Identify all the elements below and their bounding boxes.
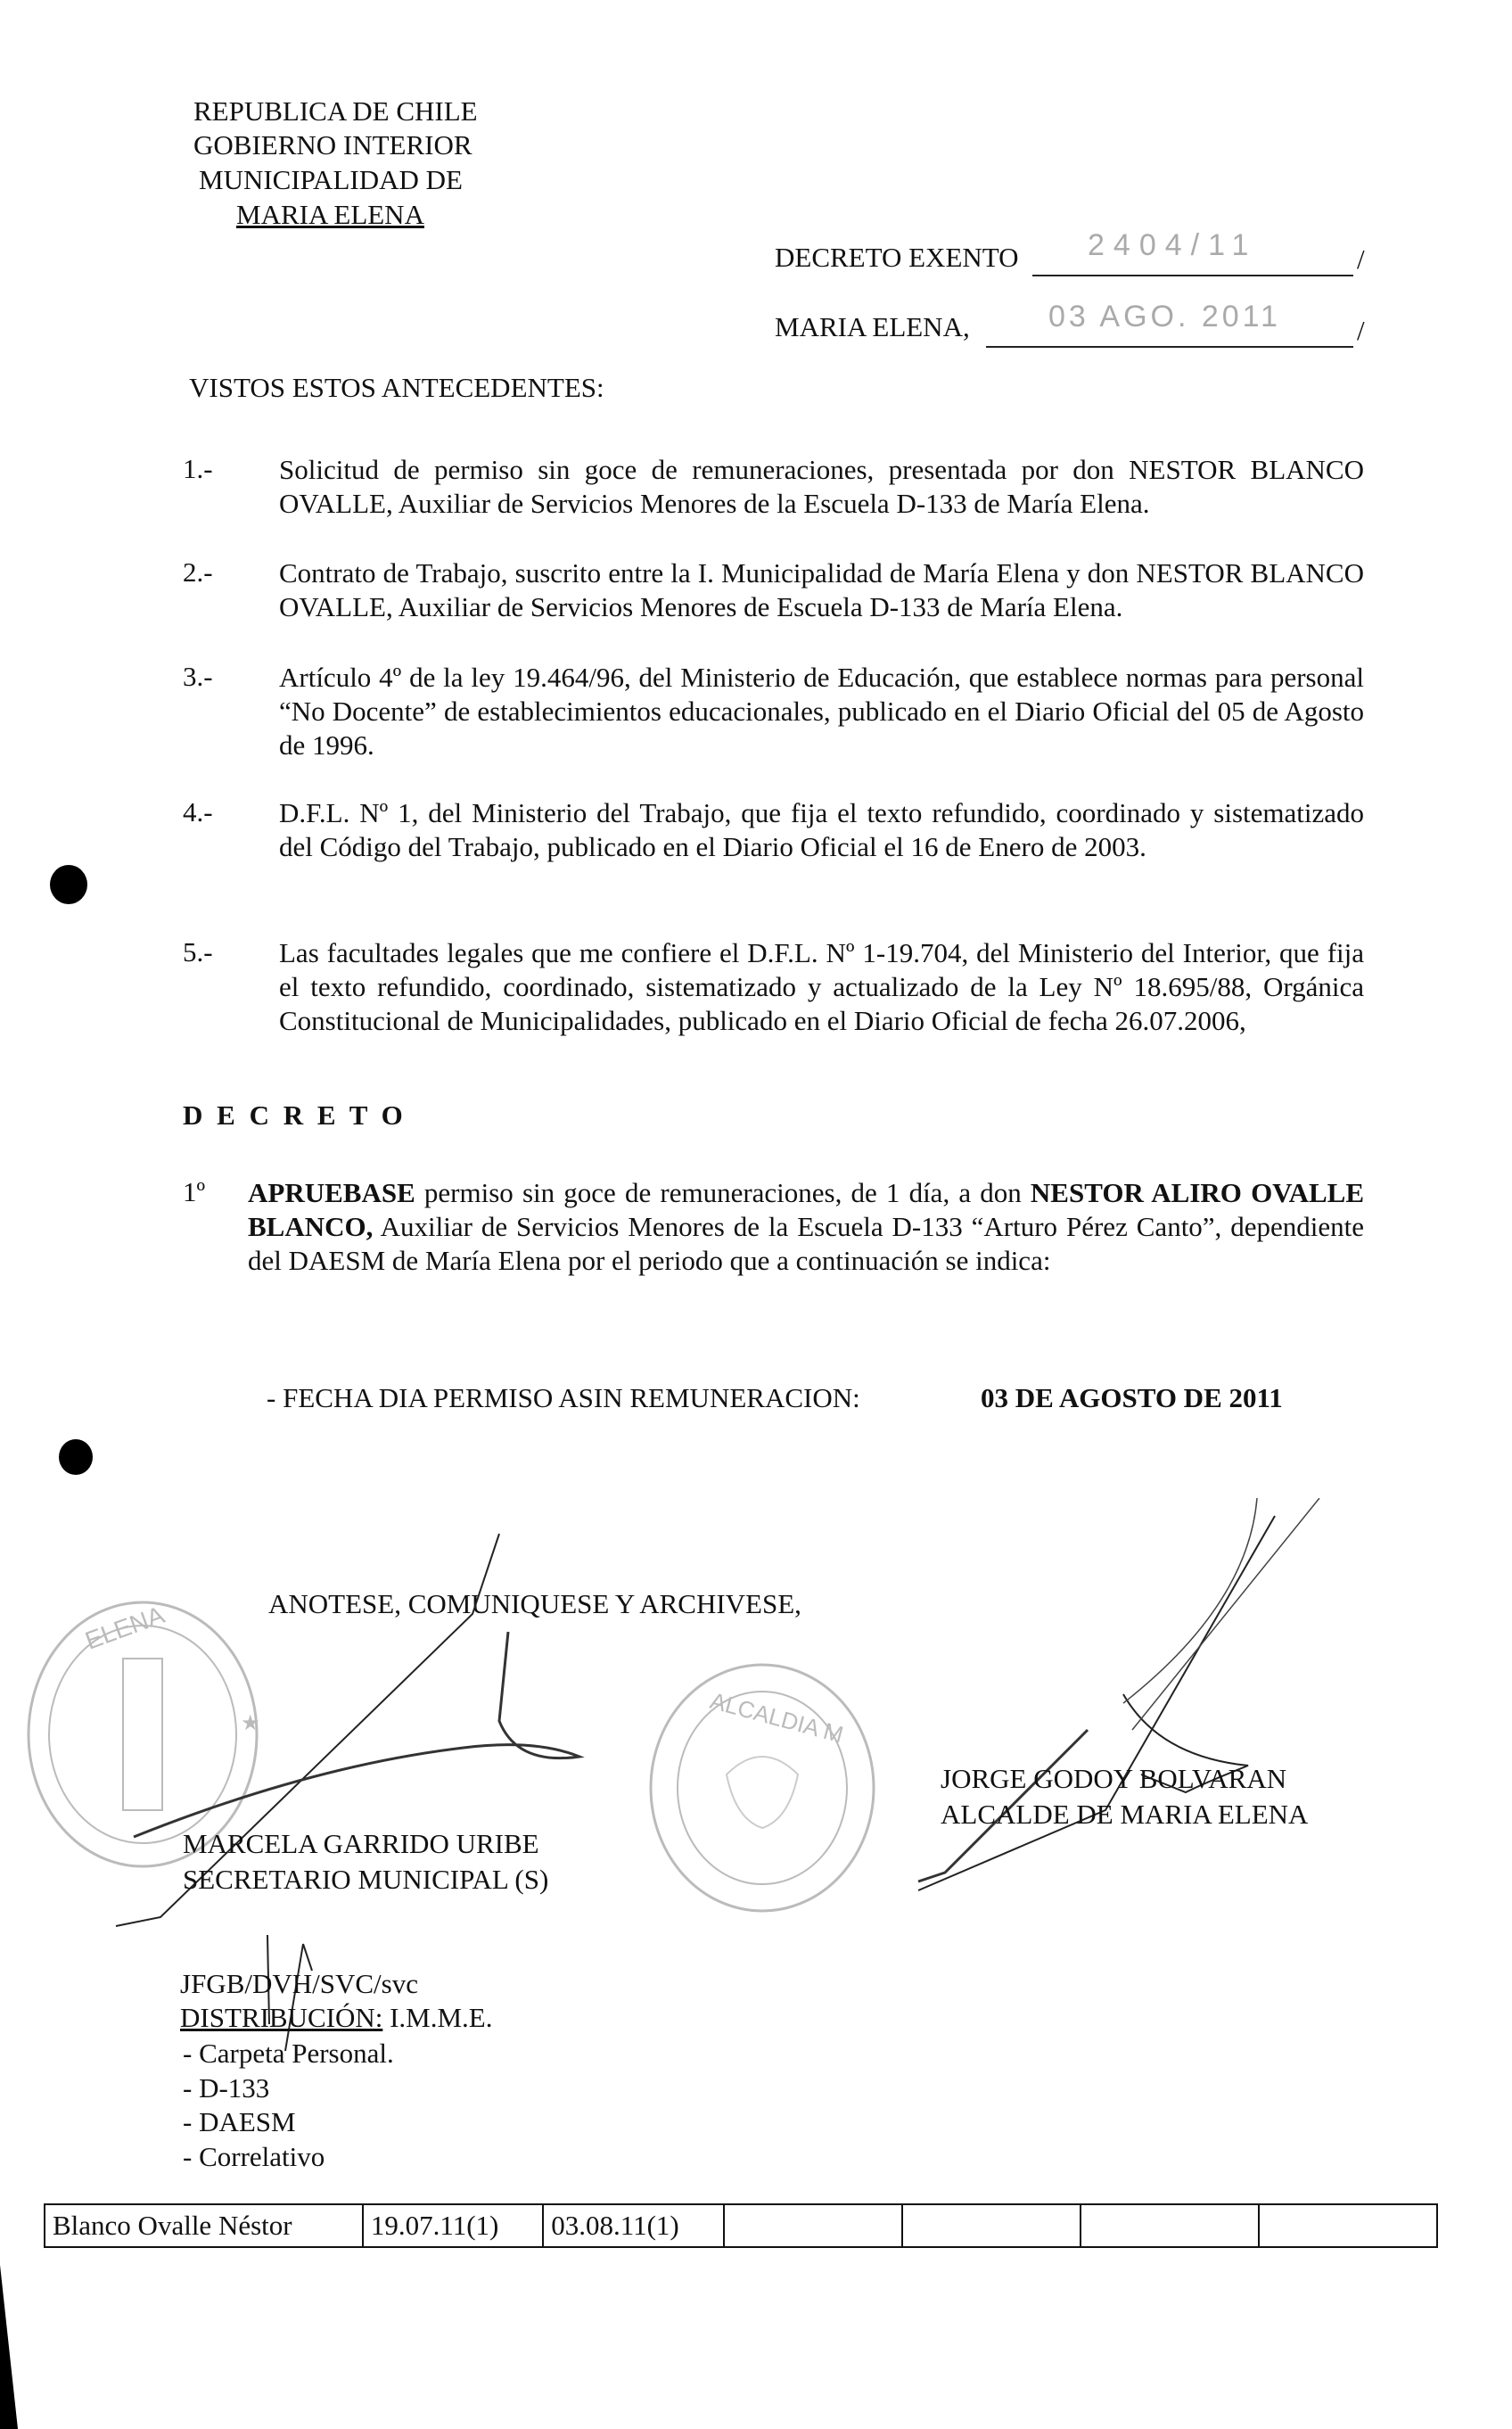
item-number: 3.- — [183, 661, 213, 692]
distribution-item: - Carpeta Personal. — [183, 2038, 394, 2069]
date-stamp: 03 AGO. 2011 — [1048, 300, 1281, 333]
article-number: 1º — [183, 1176, 206, 1207]
slash: / — [1357, 243, 1365, 275]
distribution-value: I.M.M.E. — [382, 2002, 493, 2033]
letterhead-line: REPUBLICA DE CHILE — [193, 95, 478, 127]
table-cell — [1259, 2204, 1437, 2247]
slash: / — [1357, 315, 1365, 346]
letterhead-line: MUNICIPALIDAD DE — [199, 164, 463, 195]
table-cell — [1081, 2204, 1259, 2247]
reference-initials: JFGB/DVH/SVC/svc — [180, 1968, 418, 1999]
secretary-title: SECRETARIO MUNICIPAL (S) — [183, 1864, 549, 1895]
decreto-title: D E C R E T O — [183, 1099, 407, 1131]
letterhead-line: MARIA ELENA — [236, 199, 424, 230]
item-number: 1.- — [183, 453, 213, 484]
letterhead-line: GOBIERNO INTERIOR — [193, 129, 472, 161]
distribution-item: - Correlativo — [183, 2141, 325, 2172]
mayor-title: ALCALDE DE MARIA ELENA — [941, 1799, 1309, 1830]
scan-edge-shadow — [0, 2265, 53, 2429]
vistos-title: VISTOS ESTOS ANTECEDENTES: — [189, 372, 604, 403]
article-verb: APRUEBASE — [248, 1177, 415, 1208]
table-cell: Blanco Ovalle Néstor — [45, 2204, 363, 2247]
distribution-item: - D-133 — [183, 2072, 270, 2104]
closing-formula: ANOTESE, COMUNIQUESE Y ARCHIVESE, — [268, 1588, 801, 1619]
svg-text:ALCALDIA M: ALCALDIA M — [707, 1686, 847, 1749]
article-text: permiso sin goce de remuneraciones, de 1 día, a don — [415, 1177, 1031, 1208]
item-number: 5.- — [183, 936, 213, 967]
svg-text:ELENA: ELENA — [81, 1601, 168, 1655]
item-text: Contrato de Trabajo, suscrito entre la I. Municipalidad de María Elena y don NESTOR BLANCO OVALLE, Auxiliar de Servicios Menores de Escuela D-133 de María Elena. — [279, 557, 1364, 622]
table-cell — [724, 2204, 902, 2247]
distribution-line — [180, 2001, 492, 2035]
distribution-item: - DAESM — [183, 2106, 296, 2137]
item-text: D.F.L. Nº 1, del Ministerio del Trabajo, que fija el texto refundido, coordinado y sistematizado del Código del Trabajo, publicado en el Diario Oficial el 16 de Enero de 2003. — [279, 797, 1364, 862]
decree-label: DECRETO EXENTO — [775, 242, 1019, 273]
article-text: Auxiliar de Servicios Menores de la Escuela D-133 “Arturo Pérez Canto”, dependiente del DAESM de María Elena por el periodo que a continuación se indica: — [248, 1211, 1364, 1276]
table-cell — [902, 2204, 1081, 2247]
distribution-label: DISTRIBUCIÓN: — [180, 2002, 383, 2033]
item-number: 2.- — [183, 556, 213, 588]
punch-hole — [59, 1439, 93, 1475]
item-text: Artículo 4º de la ley 19.464/96, del Ministerio de Educación, que establece normas para personal “No Docente” de establecimientos educacionales, publicado en el Diario Oficial del 05 de Agosto de 1996. — [279, 662, 1364, 761]
svg-text:★: ★ — [241, 1712, 260, 1735]
table-row — [45, 2204, 1437, 2247]
decree-number-stamp: 2404/11 — [1088, 228, 1258, 262]
item-text: Las facultades legales que me confiere el D.F.L. Nº 1-19.704, del Ministerio del Interior, que fija el texto refundido, coordinado, sistematizado y actualizado de la Ley Nº 18.695/88, Orgánica Constitucional de Municipalidades, publicado en el Diario Oficial de fecha 26.07.2006, — [279, 937, 1364, 1036]
record-table — [44, 2203, 1438, 2248]
item-number: 4.- — [183, 796, 213, 828]
place-label: MARIA ELENA, — [775, 311, 970, 342]
permit-date-label: - FECHA DIA PERMISO ASIN REMUNERACION: — [267, 1382, 860, 1413]
table-cell: 03.08.11(1) — [543, 2204, 723, 2247]
mayor-name: JORGE GODOY BOLVARAN — [941, 1763, 1287, 1794]
item-text: Solicitud de permiso sin goce de remuneraciones, presentada por don NESTOR BLANCO OVALLE, Auxiliar de Servicios Menores de la Escuela D-133 de María Elena. — [279, 454, 1364, 519]
punch-hole — [50, 865, 87, 904]
secretary-name: MARCELA GARRIDO URIBE — [183, 1828, 539, 1859]
table-cell: 19.07.11(1) — [363, 2204, 543, 2247]
permit-date-value: 03 DE AGOSTO DE 2011 — [981, 1382, 1283, 1413]
employee-name: NESTOR ALIRO OVALLE BLANCO, — [248, 1177, 1364, 1242]
